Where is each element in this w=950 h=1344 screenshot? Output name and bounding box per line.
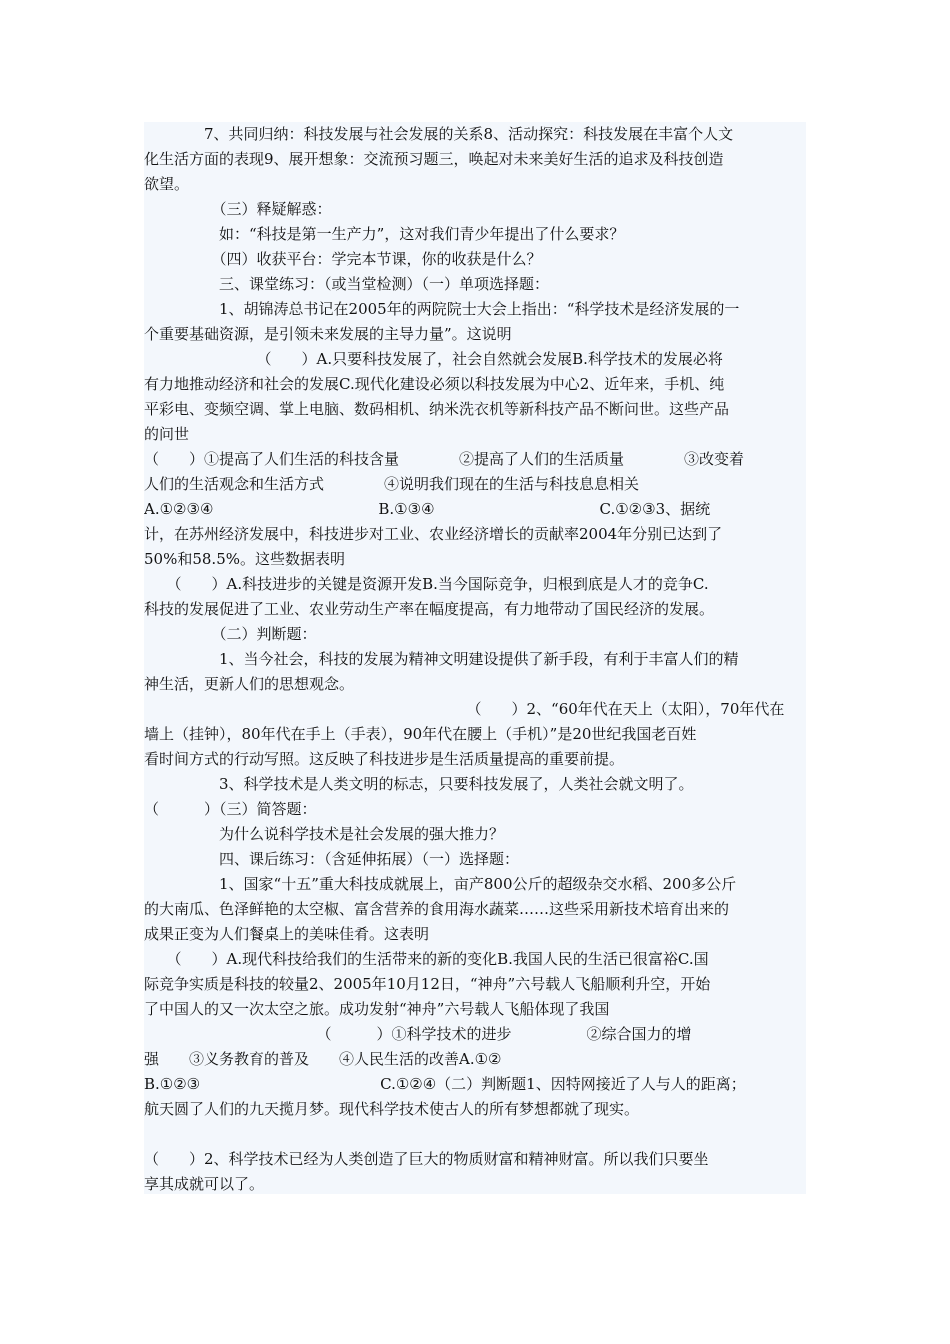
text-line: 墙上（挂钟），80年代在手上（手表），90年代在腰上（手机）”是20世纪我国老百姓 [144,725,697,743]
text-line: （ ）（三）简答题： [144,800,317,818]
text-line: 航天圆了人们的九天揽月梦。现代科学技术使古人的所有梦想都就了现实。 [144,1100,640,1118]
text-line: 3、科学技术是人类文明的标志，只要科技发展了，人类社会就文明了。 [144,775,694,793]
text-line: 个重要基础资源，是引领未来发展的主导力量”。这说明 [144,325,512,343]
text-line: 化生活方面的表现9、展开想象：交流预习题三，唤起对未来美好生活的追求及科技创造 [144,150,724,168]
text-line: 的大南瓜、色泽鲜艳的太空椒、富含营养的食用海水蔬菜……这些采用新技术培育出来的 [144,900,730,918]
text-line: 1、国家“十五”重大科技成就展上，亩产800公斤的超级杂交水稻、200多公斤 [144,875,737,893]
text-line: 神生活，更新人们的思想观念。 [144,675,355,693]
text-line: （四）收获平台：学完本节课，你的收获是什么？ [144,250,542,268]
text-line: 成果正变为人们餐桌上的美味佳肴。这表明 [144,925,430,943]
text-line: 计，在苏州经济发展中，科技进步对工业、农业经济增长的贡献率2004年分别已达到了 [144,525,723,543]
text-line: （二）判断题： [144,625,317,643]
text-line: 四、课后练习：（含延伸拓展）（一）选择题： [144,850,520,868]
text-line: 1、胡锦涛总书记在2005年的两院院士大会上指出：“科学技术是经济发展的一 [144,300,740,318]
text-line: （ ）A.只要科技发展了，社会自然就会发展B.科学技术的发展必将 [144,350,723,368]
text-line: 享其成就可以了。 [144,1175,265,1193]
text-line: （ ）2、“60年代在天上（太阳），70年代在 [144,700,785,718]
text-line: 平彩电、变频空调、掌上电脑、数码相机、纳米洗衣机等新科技产品不断问世。这些产品 [144,400,730,418]
text-line: 际竞争实质是科技的较量2、2005年10月12日，“神舟”六号载人飞船顺利升空，开始 [144,975,711,993]
text-line: （ ）A.现代科技给我们的生活带来的新的变化B.我国人民的生活已很富裕C.国 [144,950,709,968]
text-line: 看时间方式的行动写照。这反映了科技进步是生活质量提高的重要前提。 [144,750,625,768]
text-line: 50%和58.5%。这些数据表明 [144,550,345,568]
document-text-block [144,122,806,1194]
text-line: A.①②③④ B.①③④ C.①②③3、据统 [144,500,711,518]
text-line: 为什么说科学技术是社会发展的强大推力？ [144,825,505,843]
text-line: （ ）A.科技进步的关键是资源开发B.当今国际竞争，归根到底是人才的竞争C. [144,575,709,593]
text-line: 三、课堂练习：（或当堂检测）（一）单项选择题： [144,275,550,293]
text-line: 如：“科技是第一生产力”，这对我们青少年提出了什么要求？ [144,225,625,243]
text-line: 了中国人的又一次太空之旅。成功发射“神舟”六号载人飞船体现了我国 [144,1000,610,1018]
text-line: 强 ③义务教育的普及 ④人民生活的改善A.①② [144,1050,502,1068]
text-line: （ ）①科学技术的进步 ②综合国力的增 [144,1025,692,1043]
text-line: （ ）2、科学技术已经为人类创造了巨大的物质财富和精神财富。所以我们只要坐 [144,1150,709,1168]
text-line: 1、当今社会，科技的发展为精神文明建设提供了新手段，有利于丰富人们的精 [144,650,739,668]
text-line: 科技的发展促进了工业、农业劳动生产率在幅度提高，有力地带动了国民经济的发展。 [144,600,715,618]
text-line: B.①②③ C.①②④（二）判断题1、因特网接近了人与人的距离； [144,1075,746,1093]
text-line: 的问世 [144,425,190,443]
text-line: 7、共同归纳：科技发展与社会发展的关系8、活动探究：科技发展在丰富个人文 [144,125,734,143]
blank-line [144,1122,806,1147]
text-line: 人们的生活观念和生活方式 ④说明我们现在的生活与科技息息相关 [144,475,640,493]
text-line: （三）释疑解惑： [144,200,332,218]
text-line: （ ）①提高了人们生活的科技含量 ②提高了人们的生活质量 ③改变着 [144,450,745,468]
text-line: 有力地推动经济和社会的发展C.现代化建设必须以科技发展为中心2、近年来，手机、纯 [144,375,725,393]
text-line: 欲望。 [144,175,190,193]
